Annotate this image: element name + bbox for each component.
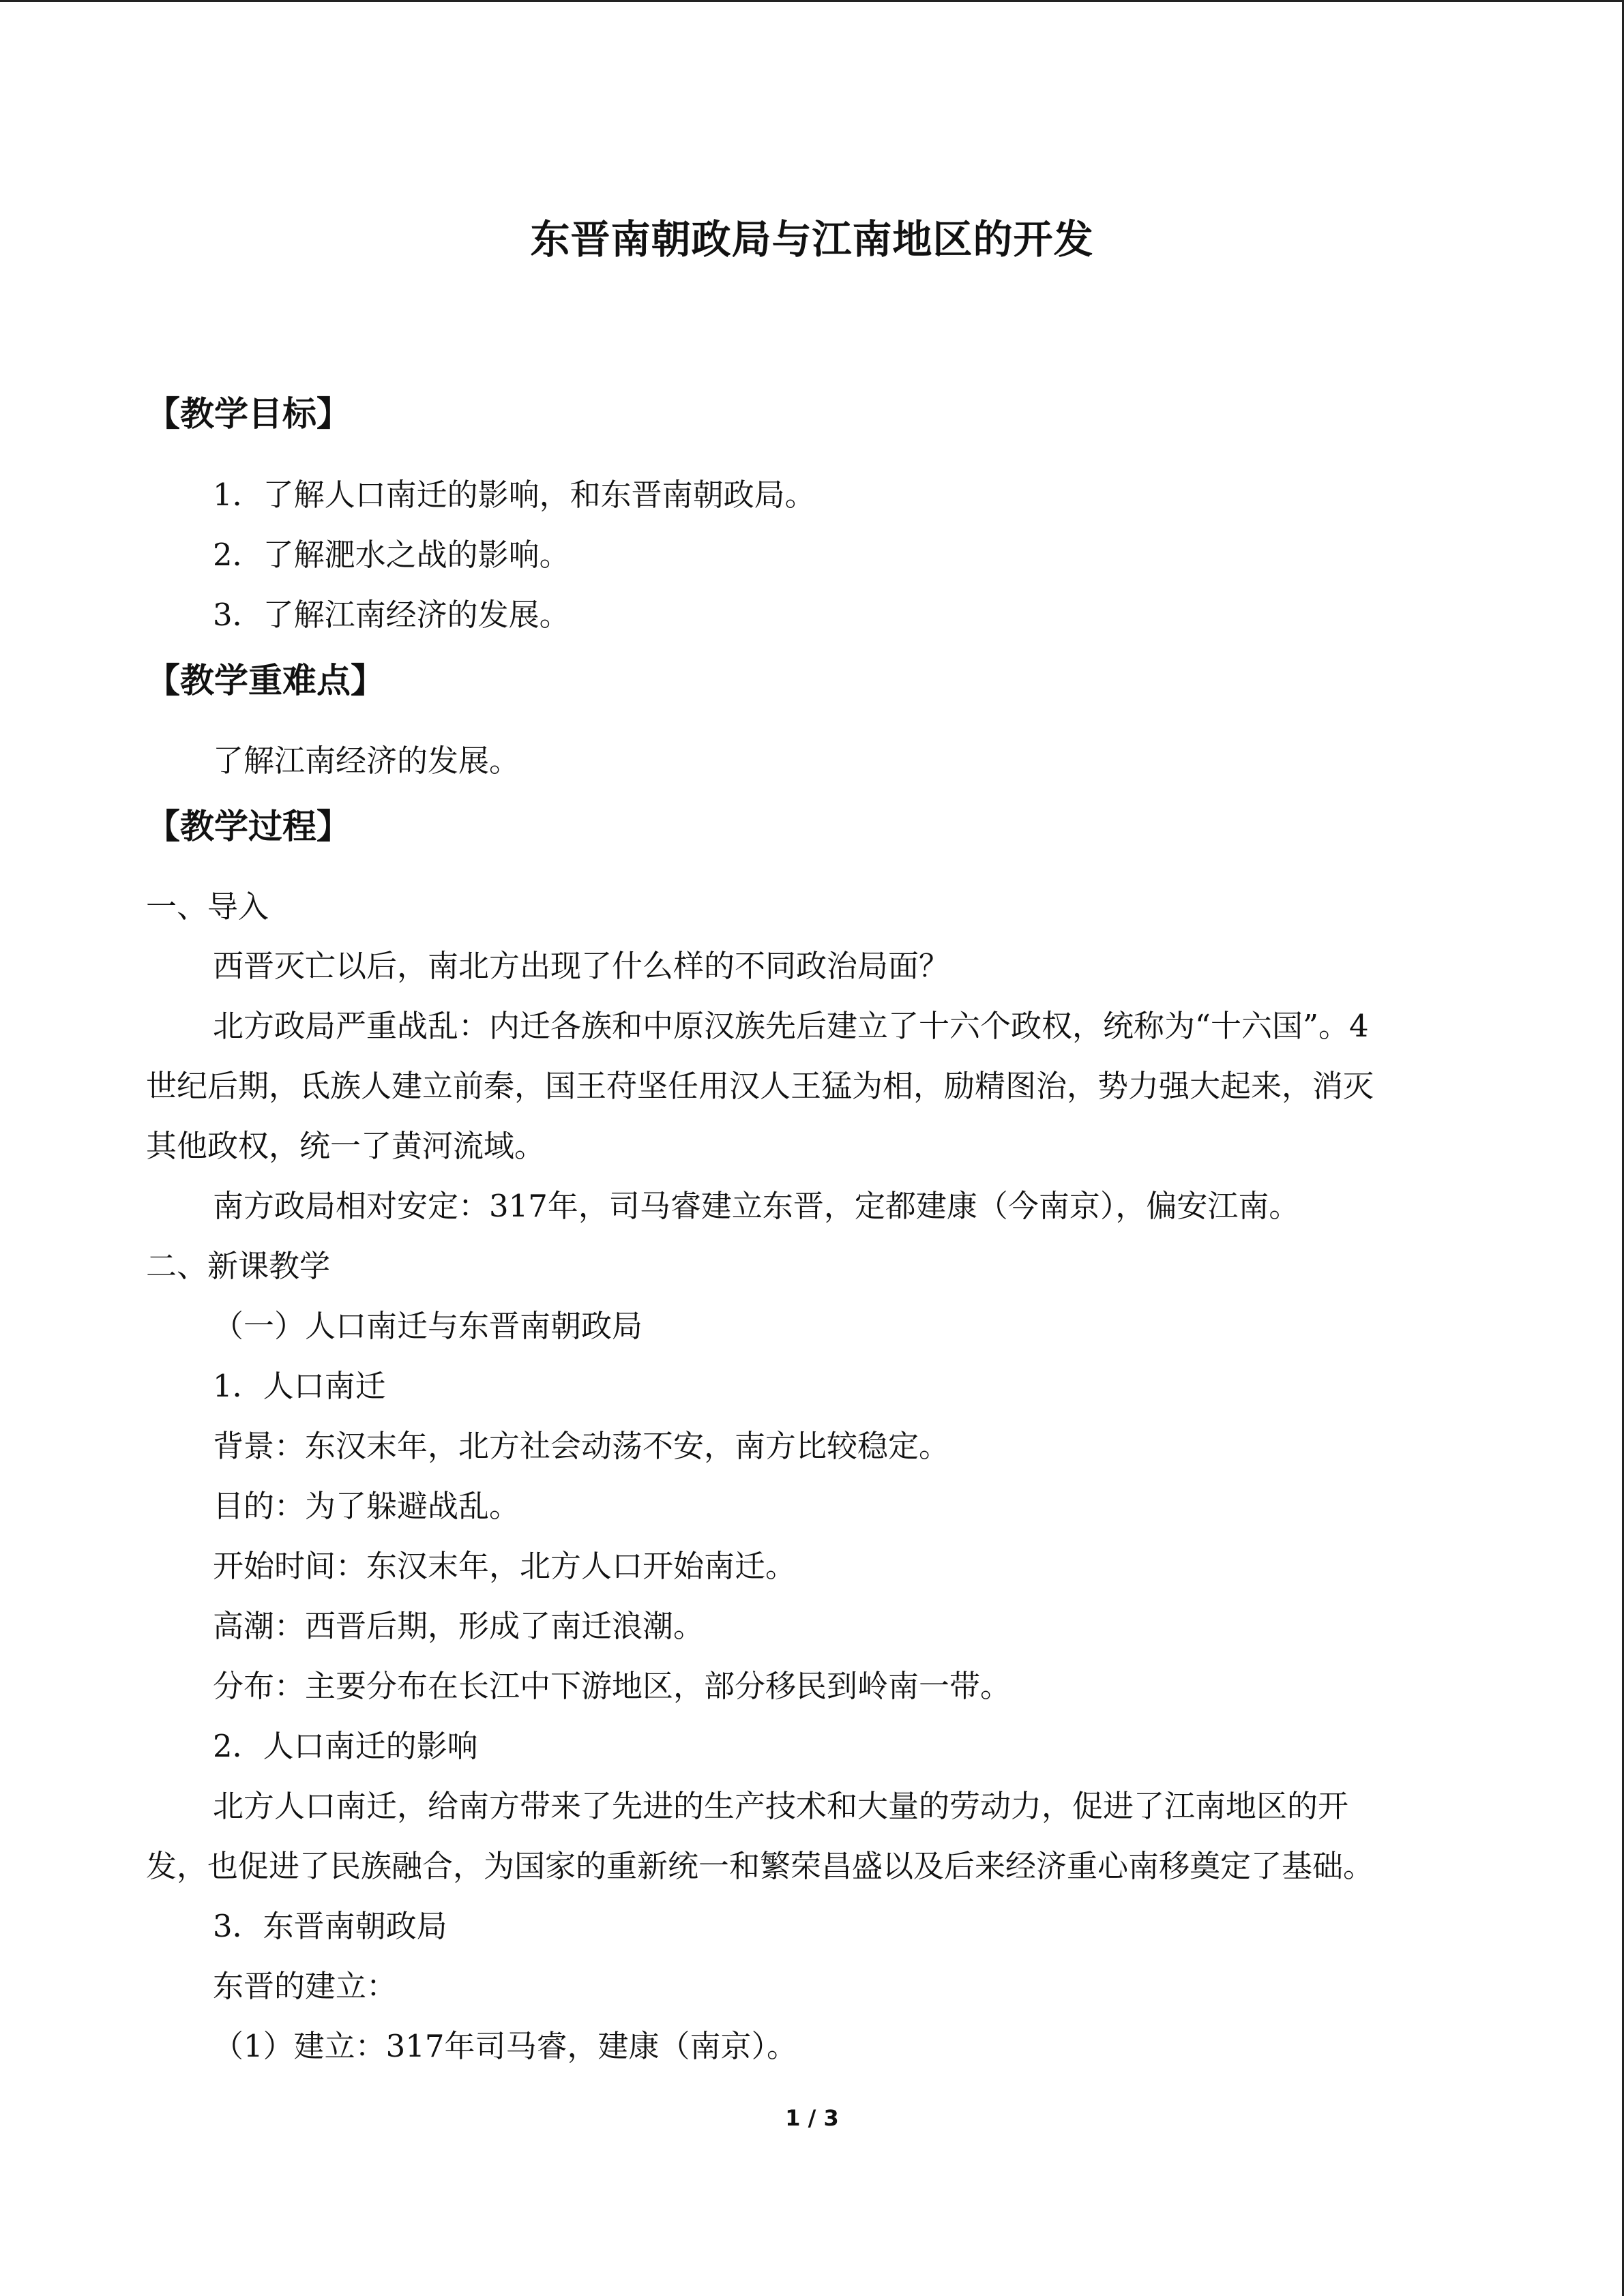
eastern-jin-point-1: （1）建立：317年司马睿，建康（南京）。 bbox=[213, 2028, 798, 2064]
north-line-2: 世纪后期，氐族人建立前秦，国王苻坚任用汉人王猛为相，励精图治，势力强大起来，消灭 bbox=[146, 1068, 1374, 1104]
document-title: 东晋南朝政局与江南地区的开发 bbox=[530, 216, 1094, 263]
peak-line: 高潮：西晋后期，形成了南迁浪潮。 bbox=[213, 1608, 705, 1644]
south-line: 南方政局相对安定：317年，司马睿建立东晋，定都建康（今南京），偏安江南。 bbox=[213, 1188, 1300, 1224]
impact-line-2: 发，也促进了民族融合，为国家的重新统一和繁荣昌盛以及后来经济重心南移奠定了基础。 bbox=[146, 1848, 1374, 1884]
eastern-jin-establishment: 东晋的建立： bbox=[213, 1968, 398, 2004]
key-points-text: 了解江南经济的发展。 bbox=[213, 743, 520, 779]
objective-2: 2．了解淝水之战的影响。 bbox=[213, 537, 570, 573]
impact-line-1: 北方人口南迁，给南方带来了先进的生产技术和大量的劳动力，促进了江南地区的开 bbox=[213, 1788, 1349, 1824]
heading-process: 【教学过程】 bbox=[146, 807, 351, 846]
objective-1: 1．了解人口南迁的影响，和东晋南朝政局。 bbox=[213, 477, 816, 513]
intro-question: 西晋灭亡以后，南北方出现了什么样的不同政治局面？ bbox=[213, 948, 950, 984]
start-time-line: 开始时间：东汉末年，北方人口开始南迁。 bbox=[213, 1548, 797, 1584]
north-line-1: 北方政局严重战乱：内迁各族和中原汉族先后建立了十六个政权，统称为“十六国”。4 bbox=[213, 1008, 1369, 1044]
heading-key-points: 【教学重难点】 bbox=[146, 661, 385, 700]
item-1: 1．人口南迁 bbox=[213, 1368, 386, 1404]
item-2: 2．人口南迁的影响 bbox=[213, 1728, 478, 1764]
objective-3: 3．了解江南经济的发展。 bbox=[213, 597, 570, 633]
purpose-line: 目的：为了躲避战乱。 bbox=[213, 1488, 520, 1524]
north-line-3: 其他政权，统一了黄河流域。 bbox=[146, 1128, 546, 1164]
item-3: 3．东晋南朝政局 bbox=[213, 1908, 447, 1944]
page-top-border bbox=[0, 0, 1624, 2]
page-number: 1 / 3 bbox=[785, 2105, 839, 2131]
subsection-1: （一）人口南迁与东晋南朝政局 bbox=[213, 1308, 643, 1344]
heading-objectives: 【教学目标】 bbox=[146, 394, 351, 434]
distribution-line: 分布：主要分布在长江中下游地区，部分移民到岭南一带。 bbox=[213, 1668, 1012, 1704]
background-line: 背景：东汉末年，北方社会动荡不安，南方比较稳定。 bbox=[213, 1428, 950, 1464]
intro-heading: 一、导入 bbox=[146, 889, 269, 925]
new-lesson-heading: 二、新课教学 bbox=[146, 1248, 331, 1284]
